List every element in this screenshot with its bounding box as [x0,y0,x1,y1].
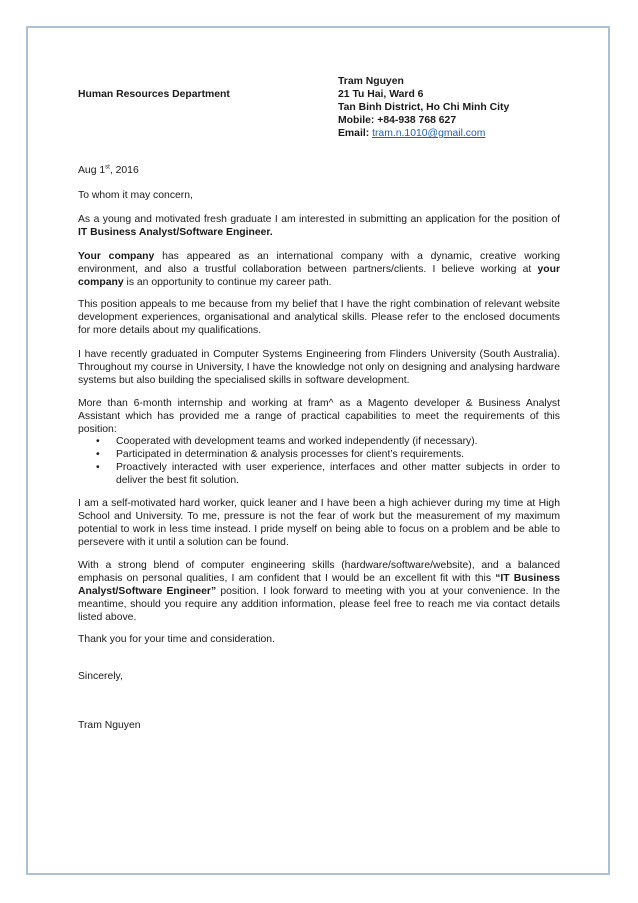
sender-address-line1: 21 Tu Hai, Ward 6 [338,89,424,100]
thanks-line: Thank you for your time and consideration. [78,634,275,645]
signature-name: Tram Nguyen [78,720,141,731]
bullet-icon: • [96,462,100,473]
paragraph-2 [78,250,560,289]
p7-text1: With a strong blend of computer engineering skills (hardware/software/website), and a balanced emphasis on personal qualities, I am confident that I would be an excellent fit with this [78,560,560,584]
bullet-text: Cooperated with development teams and worked independently (if necessary). [116,436,478,447]
sender-address-line2: Tan Binh District, Ho Chi Minh City [338,102,510,113]
list-item [78,461,560,487]
paragraph-6: I am a self-motivated hard worker, quick leaner and I have been a high achiever during my time at High School and University. To me, pressure is not the fear of work but the measurement of my maximum potential to work in less time instead. I pride myself on being able to focus on a problem and be able to persevere with it until a solution can be found. [78,498,560,548]
p7-bold: “IT Business Analyst/Software Engineer” [78,573,560,597]
p2-text2: is an opportunity to continue my career path. [123,277,332,288]
sender-name: Tram Nguyen [338,76,404,87]
p2-text1: has appeared as an international company with a dynamic, creative working environment, and also a trustful collaboration between partners/clients. I believe working at [78,251,560,275]
paragraph-7 [78,559,560,624]
sender-email-row [338,127,509,140]
paragraph-1 [78,213,560,239]
date-month-day: Aug 1 [78,165,106,176]
p2-bold2: your company [78,264,560,288]
sender-block [338,75,509,140]
sender-mobile: Mobile: +84-938 768 627 [338,115,457,126]
p7-text2: position. I look forward to meeting with you at your convenience. In the meantime, should you require any addition information, please feel free to reach me via contact details listed above. [78,586,560,623]
paragraph-3: This position appeals to me because from my belief that I have the right combination of relevant website development experiences, organisational and analytical skills. Please refer to the enclosed documents for more details about my qualifications. [78,299,560,336]
p2-bold1: Your company [78,251,155,262]
sender-email-label: Email: [338,128,373,139]
bullet-icon: • [96,449,100,460]
date-year: , 2016 [109,165,139,176]
paragraph-4: I have recently graduated in Computer Systems Engineering from Flinders University (South Australia). Throughout my course in University, I have the knowledge not only on designing and analysing hardware systems but also building the specialised skills in software development. [78,349,560,386]
recipient-department: Human Resources Department [78,89,230,100]
paragraph-5: More than 6-month internship and working at fram^ as a Magento developer & Business Analyst Assistant which has provided me a range of practical capabilities to meet the requirements of this position: [78,398,560,435]
date-suffix: st [105,164,110,171]
bullet-list [78,435,560,487]
bullet-text: Participated in determination & analysis processes for client’s requirements. [116,449,465,460]
list-item [78,448,560,461]
closing: Sincerely, [78,671,123,682]
bullet-text: Proactively interacted with user experience, interfaces and other matter subjects in order to deliver the best fit solution. [116,462,560,486]
salutation: To whom it may concern, [78,190,193,201]
list-item [78,435,560,448]
bullet-icon: • [96,436,100,447]
sender-email-link[interactable]: tram.n.1010@gmail.com [372,128,486,139]
letter-date [78,164,560,177]
p1-text: As a young and motivated fresh graduate I am interested in submitting an application for the position of [78,214,560,225]
p1-position: IT Business Analyst/Software Engineer. [78,227,273,238]
